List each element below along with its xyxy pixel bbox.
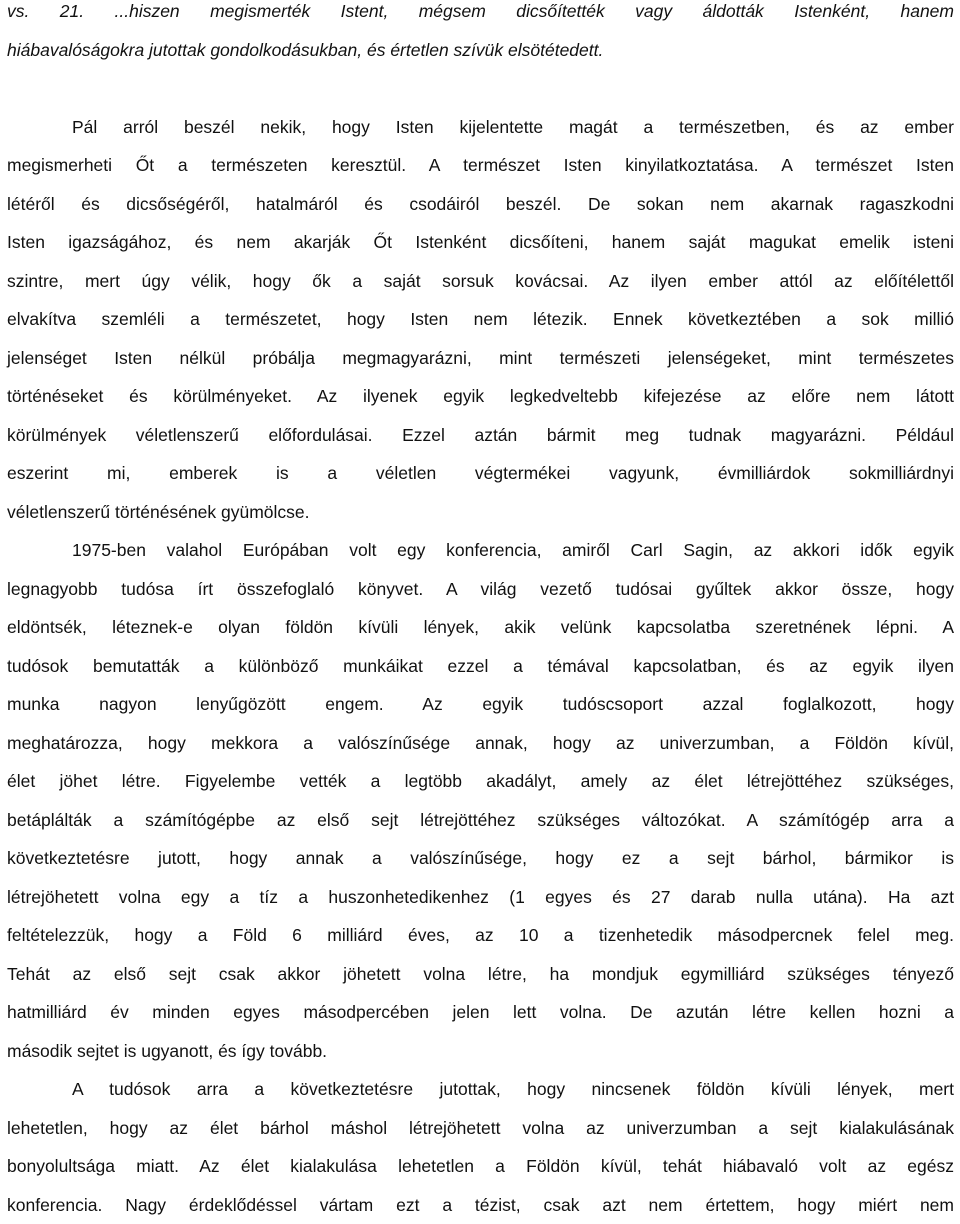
paragraph-line: eldöntsék, léteznek-e olyan földön kívüli lények, akik velünk kapcsolatba szeretnének lépni. A <box>7 608 954 647</box>
paragraph-line: Tehát az első sejt csak akkor jöhetett volna létre, ha mondjuk egymilliárd szükséges tényező <box>7 955 954 994</box>
paragraph-line: következtetésre jutott, hogy annak a valószínűsége, hogy ez a sejt bárhol, bármikor is <box>7 839 954 878</box>
paragraph-line: véletlenszerű történésének gyümölcse. <box>7 493 954 532</box>
document-page <box>7 0 954 1224</box>
paragraph-line: elvakítva szemléli a természetet, hogy Isten nem létezik. Ennek következtében a sok millió <box>7 300 954 339</box>
paragraph-line: meghatározza, hogy mekkora a valószínűsége annak, hogy az univerzumban, a Földön kívül, <box>7 724 954 763</box>
paragraph-line: történéseket és körülményeket. Az ilyenek egyik legkedveltebb kifejezése az előre nem látott <box>7 377 954 416</box>
paragraph-line: feltételezzük, hogy a Föld 6 milliárd éves, az 10 a tizenhetedik másodpercnek felel meg. <box>7 916 954 955</box>
paragraph-line: legnagyobb tudósa írt összefoglaló könyvet. A világ vezető tudósai gyűltek akkor össze, hogy <box>7 570 954 609</box>
paragraph-line: létrejöhetett volna egy a tíz a huszonhetedikenhez (1 egyes és 27 darab nulla utána). Ha azt <box>7 878 954 917</box>
paragraph-line: megismerheti Őt a természeten keresztül. A természet Isten kinyilatkoztatása. A természet Isten <box>7 146 954 185</box>
paragraph-line: létéről és dicsőségéről, hatalmáról és csodáiról beszél. De sokan nem akarnak ragaszkodni <box>7 185 954 224</box>
paragraph-line: élet jöhet létre. Figyelembe vették a legtöbb akadályt, amely az élet létrejöttéhez szükséges, <box>7 762 954 801</box>
paragraph-1 <box>7 108 954 532</box>
paragraph-line: jelenséget Isten nélkül próbálja megmagyarázni, mint természeti jelenségeket, mint természetes <box>7 339 954 378</box>
paragraph-line: eszerint mi, emberek is a véletlen végtermékei vagyunk, évmilliárdok sokmilliárdnyi <box>7 454 954 493</box>
paragraph-line: tudósok bemutatták a különböző munkáikat ezzel a témával kapcsolatban, és az egyik ilyen <box>7 647 954 686</box>
paragraph-2 <box>7 531 954 1070</box>
bible-quote <box>7 0 954 69</box>
paragraph-line: Isten igazságához, és nem akarják Őt Istenként dicsőíteni, hanem saját magukat emelik isteni <box>7 223 954 262</box>
paragraph-line: 1975-ben valahol Európában volt egy konferencia, amiről Carl Sagin, az akkori idők egyik <box>7 531 954 570</box>
paragraph-line: szintre, mert úgy vélik, hogy ők a saját sorsuk kovácsai. Az ilyen ember attól az előítélettől <box>7 262 954 301</box>
paragraph-line: konferencia. Nagy érdeklődéssel vártam ezt a tézist, csak azt nem értettem, hogy miért nem <box>7 1186 954 1224</box>
quote-line: hiábavalóságokra jutottak gondolkodásukban, és értetlen szívük elsötétedett. <box>7 31 954 70</box>
paragraph-line: körülmények véletlenszerű előfordulásai. Ezzel aztán bármit meg tudnak magyarázni. Például <box>7 416 954 455</box>
paragraph-3 <box>7 1070 954 1224</box>
paragraph-line: második sejtet is ugyanott, és így tovább. <box>7 1032 954 1071</box>
paragraph-line: A tudósok arra a következtetésre jutottak, hogy nincsenek földön kívüli lények, mert <box>7 1070 954 1109</box>
paragraph-line: lehetetlen, hogy az élet bárhol máshol létrejöhetett volna az univerzumban a sejt kialakulásának <box>7 1109 954 1148</box>
paragraph-line: betáplálták a számítógépbe az első sejt létrejöttéhez szükséges változókat. A számítógép arra a <box>7 801 954 840</box>
quote-line: vs. 21. ...hiszen megismerték Istent, mégsem dicsőítették vagy áldották Istenként, hanem <box>7 0 954 31</box>
paragraph-line: Pál arról beszél nekik, hogy Isten kijelentette magát a természetben, és az ember <box>7 108 954 147</box>
paragraph-line: bonyolultsága miatt. Az élet kialakulása lehetetlen a Földön kívül, tehát hiábavaló volt az egész <box>7 1147 954 1186</box>
paragraph-line: hatmilliárd év minden egyes másodpercében jelen lett volna. De azután létre kellen hozni a <box>7 993 954 1032</box>
paragraph-line: munka nagyon lenyűgözött engem. Az egyik tudóscsoport azzal foglalkozott, hogy <box>7 685 954 724</box>
